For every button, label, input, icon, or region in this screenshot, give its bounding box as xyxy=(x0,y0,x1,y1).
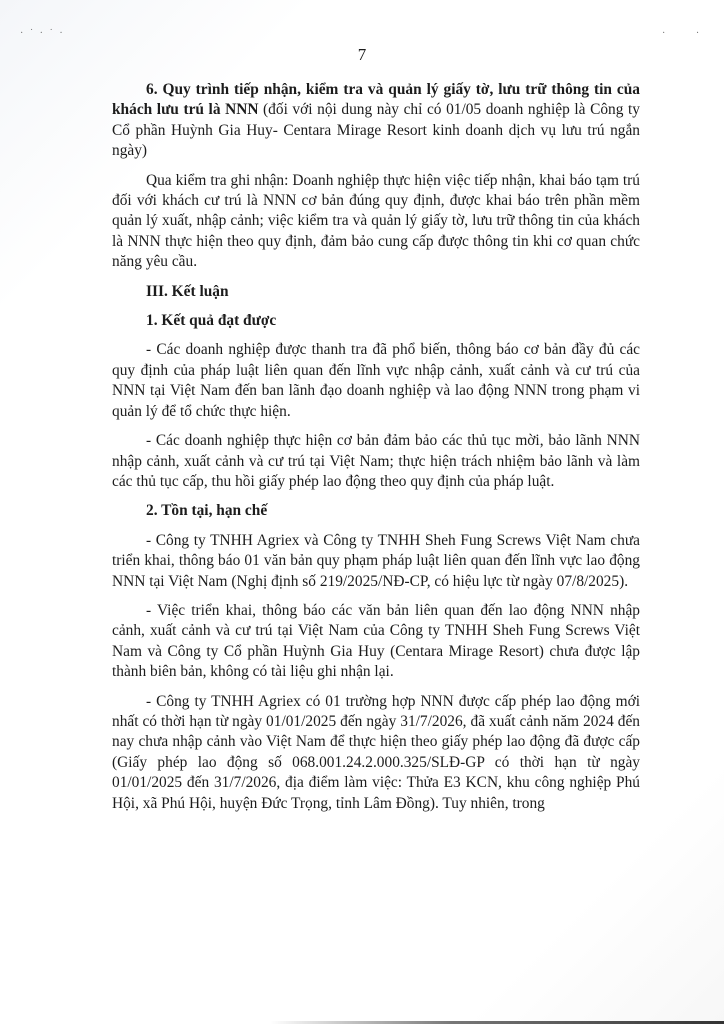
document-body xyxy=(112,80,640,823)
page-number: 7 xyxy=(357,45,367,64)
limitations-heading: 2. Tồn tại, hạn chế xyxy=(146,502,268,520)
section-6-heading: 6. Quy trình tiếp nhận, kiểm tra và quản lý giấy tờ, lưu trữ thông tin của khách lưu trú là NNN xyxy=(112,81,640,119)
results-item: - Các doanh nghiệp được thanh tra đã phổ biến, thông báo cơ bản đầy đủ các quy định của pháp luật liên quan đến lĩnh vực nhập cảnh, xuất cảnh và cư trú của NNN tại Việt Nam đến ban lãnh đạo doanh nghiệp và lao động NNN trong phạm vi quản lý để tổ chức thực hiện. xyxy=(112,341,640,420)
limitations-item: - Công ty TNHH Agriex có 01 trường hợp NNN được cấp phép lao động mới nhất có thời hạn từ ngày 01/01/2025 đến ngày 31/7/2026, đã xuất cảnh năm 2024 đến nay chưa nhập cảnh vào Việt Nam để thực hiện theo giấy phép lao động đã được cấp (Giấy phép lao động số 068.001.24.2.000.325/SLĐ-GP có thời hạn từ ngày 01/01/2025 đến 31/7/2026, địa điểm làm việc: Thửa E3 KCN, khu công nghiệp Phú Hội, xã Phú Hội, huyện Đức Trọng, tỉnh Lâm Đồng). Tuy nhiên, trong xyxy=(112,692,640,812)
scan-artifact-right: · · xyxy=(662,28,714,39)
conclusion-heading: III. Kết luận xyxy=(146,282,229,300)
limitations-item: - Việc triển khai, thông báo các văn bản liên quan đến lao động NNN nhập cảnh, xuất cảnh và cư trú tại Việt Nam của Công ty TNHH Sheh Fung Screws Việt Nam và Công ty Cổ phần Huỳnh Gia Huy (Centara Mirage Resort) chưa được lập thành biên bản, không có tài liệu ghi nhận lại. xyxy=(112,601,640,681)
scan-artifact-left: · ˙ · ˙ · xyxy=(20,28,65,39)
results-heading: 1. Kết quả đạt được xyxy=(146,312,277,330)
section-6-paragraph xyxy=(112,80,640,162)
section-6-note: (đối với nội dung này chỉ có 01/05 doanh nghiệp là Công ty Cổ phần Huỳnh Gia Huy- Centara Mirage Resort kinh doanh dịch vụ lưu trú ngắn ngày) xyxy=(112,101,640,160)
section-6-body: Qua kiểm tra ghi nhận: Doanh nghiệp thực hiện việc tiếp nhận, khai báo tạm trú đối với khách cư trú là NNN cơ bản đúng quy định, được khai báo trên phần mềm quản lý xuất, nhập cảnh; việc kiểm tra và quản lý giấy tờ, lưu trữ thông tin của khách là NNN thực hiện theo quy định, đảm bảo cung cấp được thông tin khi cơ quan chức năng yêu cầu. xyxy=(112,171,640,271)
results-item: - Các doanh nghiệp thực hiện cơ bản đảm bảo các thủ tục mời, bảo lãnh NNN nhập cảnh, xuất cảnh và cư trú tại Việt Nam; thực hiện trách nhiệm bảo lãnh và làm các thủ tục cấp, thu hồi giấy phép lao động theo quy định của pháp luật. xyxy=(112,432,640,490)
limitations-item: - Công ty TNHH Agriex và Công ty TNHH Sheh Fung Screws Việt Nam chưa triển khai, thông báo 01 văn bản quy phạm pháp luật liên quan đến lĩnh vực lao động NNN tại Việt Nam (Nghị định số 219/2025/NĐ-CP, có hiệu lực từ ngày 07/8/2025). xyxy=(112,531,640,590)
